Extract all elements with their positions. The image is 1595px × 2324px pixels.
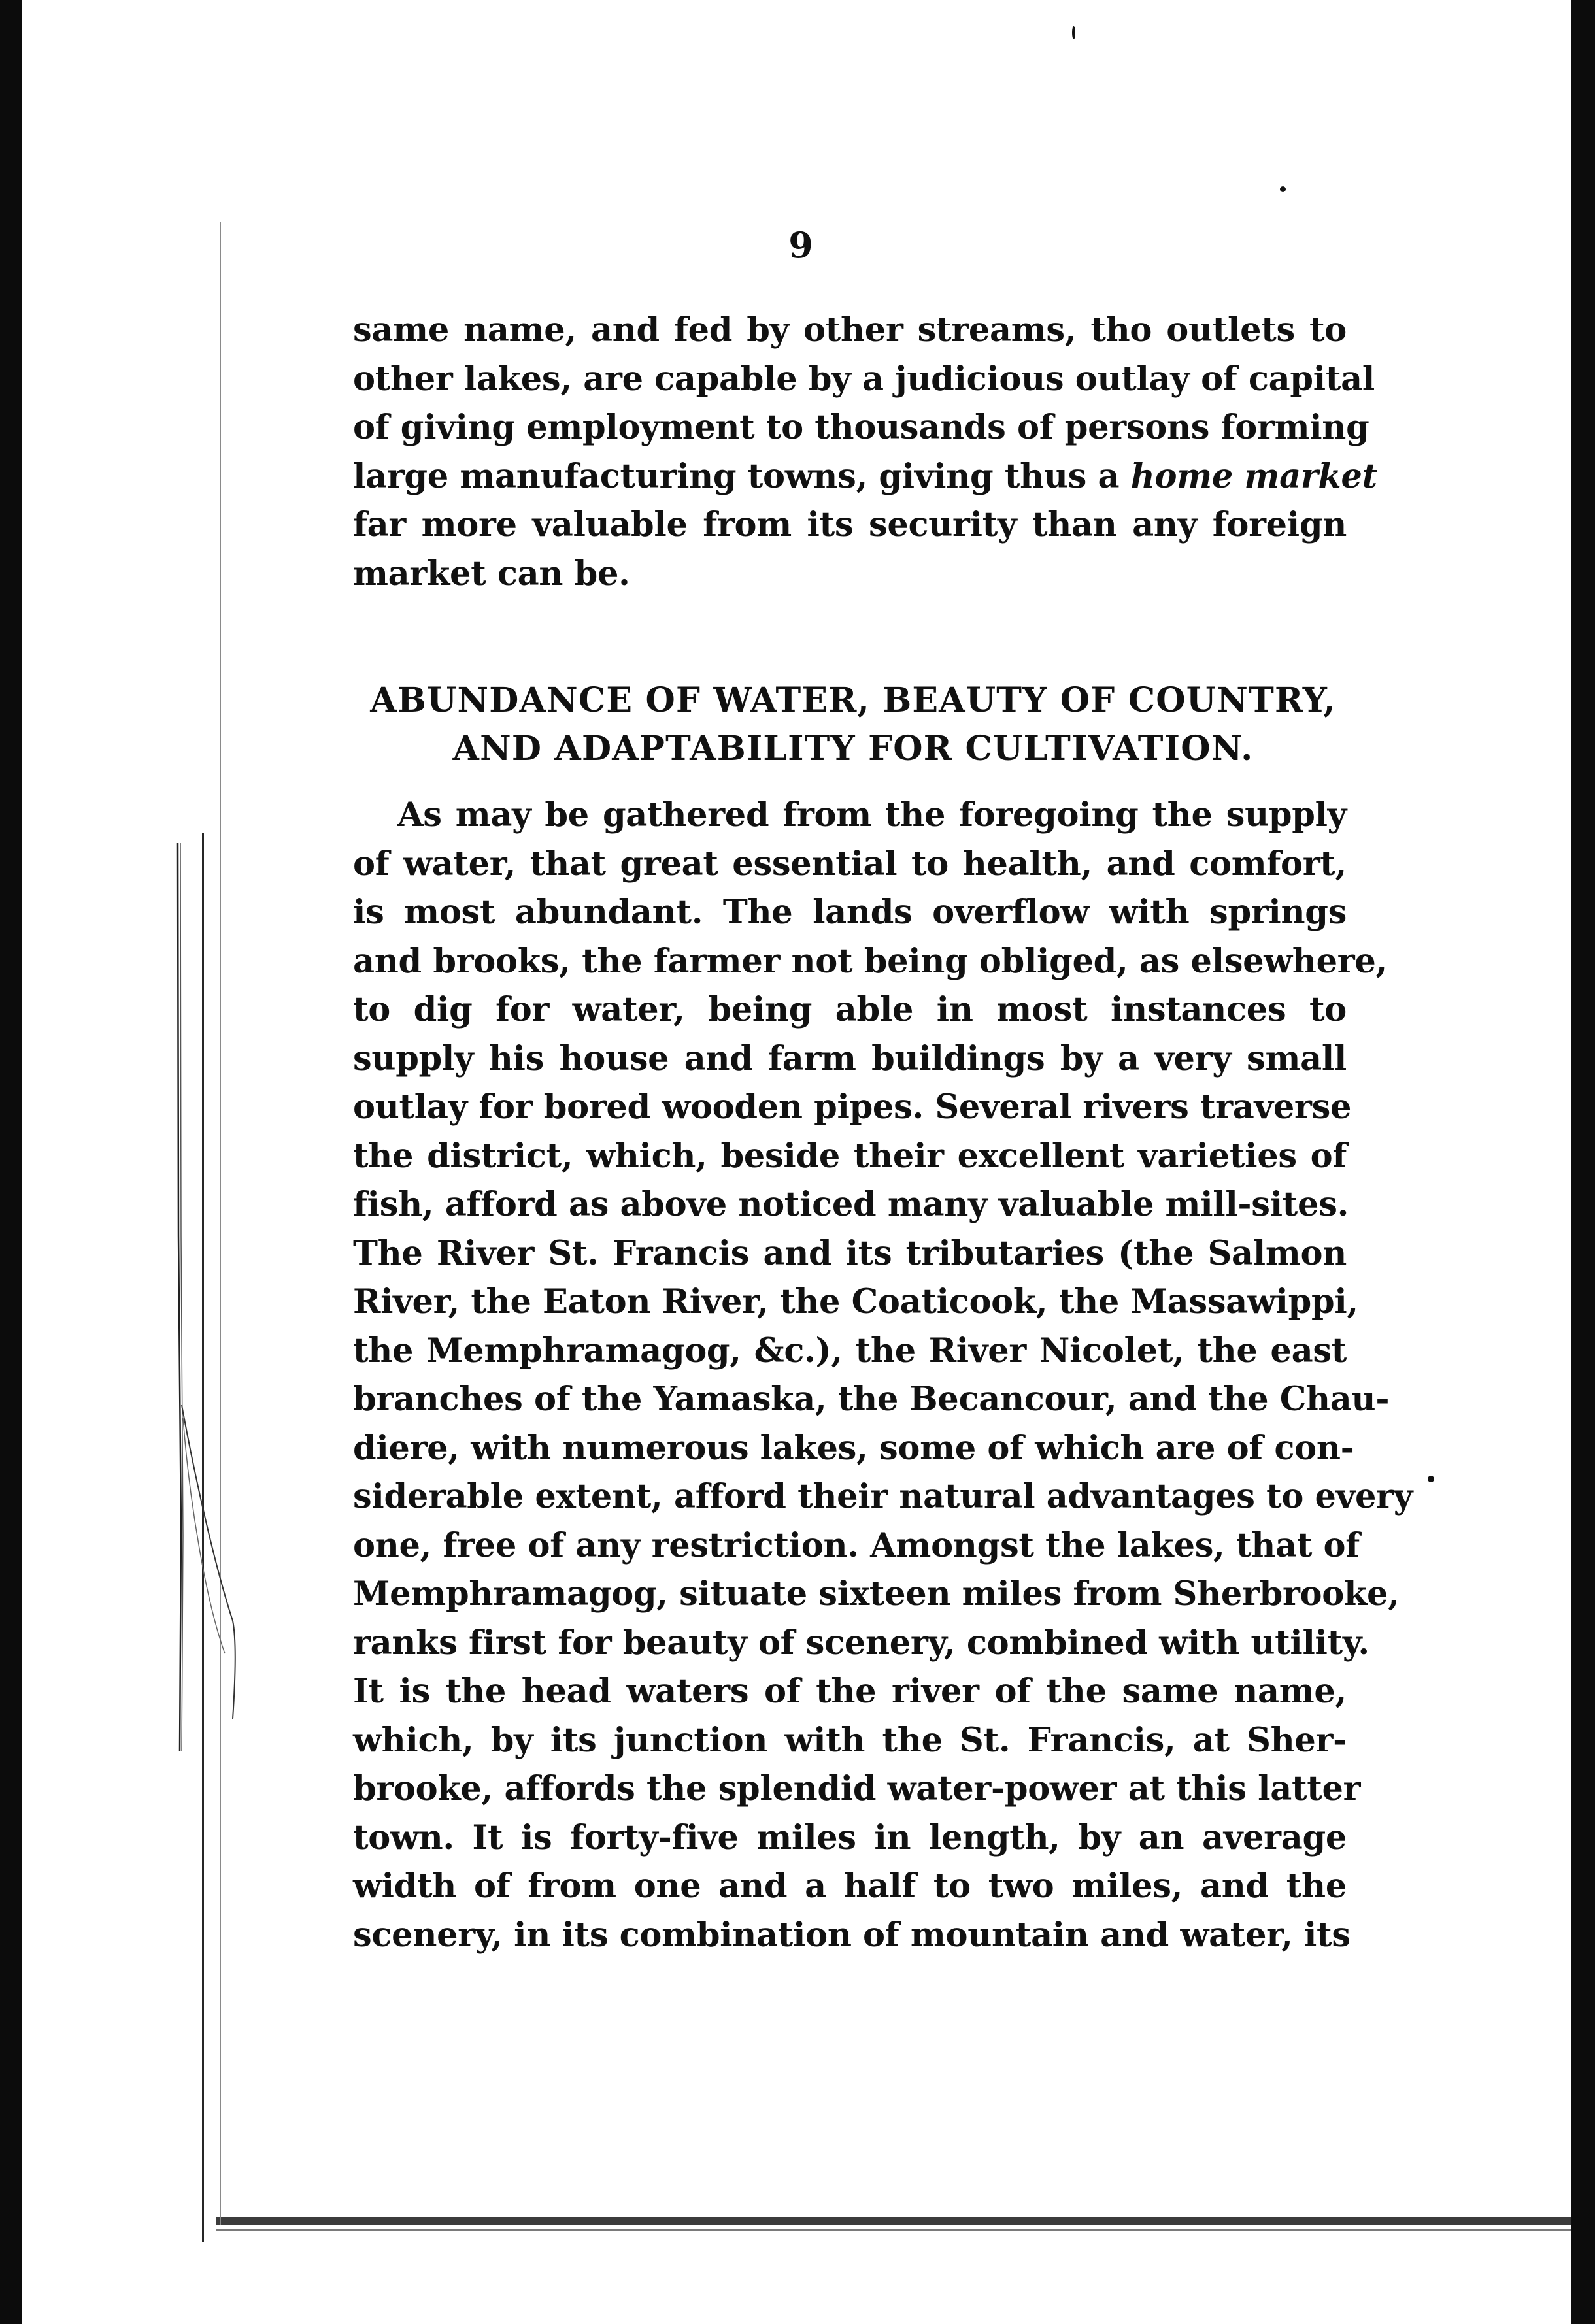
section-heading-line: ABUNDANCE OF WATER, BEAUTY OF COUNTRY, xyxy=(370,680,1336,720)
emphasized-text: home market xyxy=(1130,456,1377,496)
text-line: outlay for bored wooden pipes. Several rivers traverse xyxy=(353,1087,1352,1127)
text-line: width of from one and a half to two miles, and the xyxy=(353,1867,1347,1906)
page-bottom-edge-shadow xyxy=(216,2229,1571,2231)
text-line: other lakes, are capable by a judicious outlay of capital xyxy=(353,359,1375,399)
text-line: and brooks, the farmer not being obliged, as elsewhere, xyxy=(353,941,1387,981)
text-line: of water, that great essential to health, and comfort, xyxy=(353,844,1347,884)
text-line: As may be gathered from the foregoing the supply xyxy=(397,795,1347,835)
text-line: town. It is forty-five miles in length, by an average xyxy=(353,1818,1347,1857)
text-line: fish, afford as above noticed many valuable mill-sites. xyxy=(353,1185,1349,1224)
section-heading-line: AND ADAPTABILITY FOR CULTIVATION. xyxy=(452,729,1254,769)
scan-right-border xyxy=(1571,0,1595,2324)
scan-speck xyxy=(1428,1476,1434,1482)
text-line: which, by its junction with the St. Francis, at Sher- xyxy=(353,1720,1347,1760)
text-line: same name, and fed by other streams, tho outlets to xyxy=(353,310,1347,350)
text-line xyxy=(353,452,1377,501)
scan-left-border xyxy=(0,0,22,2324)
text-line: one, free of any restriction. Amongst the lakes, that of xyxy=(353,1525,1360,1565)
page-bottom-edge xyxy=(216,2217,1571,2225)
scan-speck xyxy=(1072,26,1075,39)
paragraph-continued xyxy=(353,306,1377,598)
text-line: diere, with numerous lakes, some of which are of con- xyxy=(353,1428,1354,1468)
section-heading xyxy=(356,676,1350,773)
scan-speck xyxy=(1280,186,1286,192)
text-line: brooke, affords the splendid water-power at this latter xyxy=(353,1769,1361,1808)
text-line: siderable extent, afford their natural advantages to every xyxy=(353,1477,1413,1516)
text-line: the district, which, beside their excellent varieties of xyxy=(353,1136,1347,1176)
text-line: market can be. xyxy=(353,554,630,593)
text-segment: large manufacturing towns, giving thus a xyxy=(353,456,1120,496)
page-fold-line xyxy=(220,222,221,2225)
text-line: The River St. Francis and its tributaries (the Salmon xyxy=(353,1233,1347,1273)
text-line: to dig for water, being able in most instances to xyxy=(353,990,1347,1029)
text-line: Memphramagog, situate sixteen miles from Sherbrooke, xyxy=(353,1574,1400,1614)
binding-thread-loop xyxy=(170,1405,242,1719)
text-line: branches of the Yamaska, the Becancour, and the Chau- xyxy=(353,1380,1390,1419)
page-number: 9 xyxy=(788,224,813,266)
text-line: River, the Eaton River, the Coaticook, the Massawippi, xyxy=(353,1282,1358,1321)
text-line: is most abundant. The lands overflow with springs xyxy=(353,893,1347,932)
text-line: ranks first for beauty of scenery, combined with utility. xyxy=(353,1623,1369,1663)
text-line: of giving employment to thousands of persons forming xyxy=(353,408,1369,447)
text-line: It is the head waters of the river of the same name, xyxy=(353,1672,1347,1711)
paragraph-body xyxy=(353,791,1413,1959)
text-line: the Memphramagog, &c.), the River Nicolet, the east xyxy=(353,1331,1347,1370)
text-line: far more valuable from its security than any foreign xyxy=(353,505,1347,544)
text-line: supply his house and farm buildings by a very small xyxy=(353,1038,1347,1078)
text-line: scenery, in its combination of mountain and water, its xyxy=(353,1915,1351,1955)
